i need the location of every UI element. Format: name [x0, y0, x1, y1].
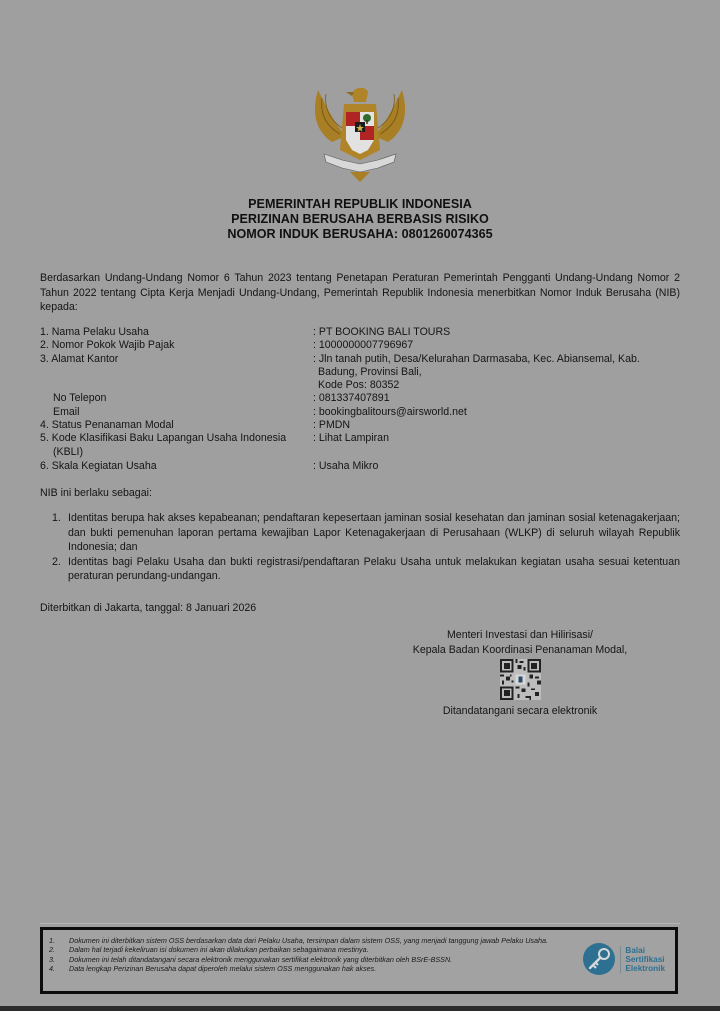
- qr-code-icon: [500, 659, 541, 700]
- bsre-logo-line-1: Balai: [625, 945, 645, 955]
- heading-government: PEMERINTAH REPUBLIK INDONESIA: [248, 197, 472, 211]
- footer-note: [49, 964, 569, 973]
- field-label-telepon: No Telepon: [53, 392, 107, 405]
- field-row-alamat: [40, 353, 700, 393]
- nib-validity-title: NIB ini berlaku sebagai:: [40, 487, 152, 499]
- footer-note: [49, 945, 569, 954]
- document-heading: [0, 197, 720, 242]
- field-row-telepon: [40, 392, 700, 405]
- electronic-signature-note: Ditandatangani secara elektronik: [442, 705, 598, 718]
- field-label-email: Email: [53, 405, 80, 418]
- field-row-nama: [40, 326, 700, 339]
- field-label-kbli: [40, 432, 313, 459]
- footer-note: [49, 955, 569, 964]
- nib-validity-item: [52, 511, 680, 555]
- footer-note: [49, 936, 569, 945]
- bsre-logo-line-3: Elektronik: [625, 963, 665, 973]
- field-row-email: [40, 406, 700, 419]
- footer-note-text: Dokumen ini diterbitkan sistem OSS berdasarkan data dari Pelaku Usaha, tersimpan dalam sistem OSS, yang menjadi tanggung jawab Pelaku Usaha.: [69, 936, 549, 945]
- kbli-label-line-2: (KBLI): [53, 445, 84, 458]
- intro-paragraph: Berdasarkan Undang-Undang Nomor 6 Tahun 2023 tentang Penetapan Peraturan Pemerintah Pengganti Undang-Undang Nomor 2 Tahun 2022 tentang Cipta Kerja Menjadi Undang-Undang, Pemerintah Republik Indonesia menerbitkan Nomor Induk Berusaha (NIB) kepada:: [40, 272, 680, 314]
- heading-nib-number: NOMOR INDUK BERUSAHA: 0801260074365: [227, 227, 493, 241]
- bsre-logo-text: [620, 946, 665, 973]
- nib-item-text: Identitas berupa hak akses kepabeanan; pendaftaran kepesertaan jaminan sosial kesehatan dan jaminan sosial ketenagakerjaan; dan bukti pemenuhan laporan pertama kewajiban Lapor Ketenagakerjaan di Perusahaan (WLKP) di seluruh wilayah Republik Indonesia; dan: [68, 512, 680, 554]
- field-value-status: : PMDN: [313, 419, 351, 432]
- field-label-nama: 1. Nama Pelaku Usaha: [40, 326, 149, 338]
- field-row-npwp: [40, 339, 700, 352]
- footer-note-number: 2.: [49, 945, 55, 955]
- field-value-skala: : Usaha Mikro: [313, 459, 379, 472]
- issued-place-date: Diterbitkan di Jakarta, tanggal: 8 Januari 2026: [40, 602, 257, 614]
- field-value-kbli: : Lihat Lampiran: [313, 432, 389, 445]
- business-fields: [40, 326, 700, 473]
- heading-licensing: PERIZINAN BERUSAHA BERBASIS RISIKO: [231, 212, 489, 226]
- field-row-kbli: [40, 432, 700, 459]
- field-value-nama: : PT BOOKING BALI TOURS: [313, 326, 451, 338]
- field-label-status: 4. Status Penanaman Modal: [40, 419, 174, 432]
- footer-note-text: Dokumen ini telah ditandatangani secara elektronik menggunakan sertifikat elektronik yang diterbitkan oleh BSrE-BSSN.: [69, 954, 453, 964]
- nib-item-number: 2.: [52, 555, 61, 568]
- garuda-emblem-icon: [310, 80, 410, 184]
- bottom-edge-bar: [0, 1006, 720, 1011]
- nib-validity-list: [52, 511, 680, 584]
- alamat-line-3: Kode Pos: 80352: [318, 379, 400, 392]
- field-value-npwp: : 1000000007796967: [313, 339, 414, 352]
- footer-note-number: 1.: [49, 936, 55, 945]
- field-label-alamat: 3. Alamat Kantor: [40, 352, 119, 365]
- field-row-status: [40, 419, 700, 432]
- footer-note-text: Dalam hal terjadi kekeliruan isi dokumen ini akan dilakukan perbaikan sebagaimana mestinya.: [69, 945, 369, 955]
- alamat-line-1: : Jln tanah putih, Desa/Kelurahan Darmasaba, Kec. Abiansemal, Kab.: [313, 352, 640, 365]
- footer-note-number: 4.: [49, 963, 55, 973]
- footer-note-number: 3.: [49, 954, 55, 964]
- nib-validity-item: [52, 555, 680, 584]
- field-value-telepon: : 081337407891: [313, 392, 390, 405]
- field-value-email: : bookingbalitours@airsworld.net: [313, 405, 467, 418]
- kbli-label-line-1: 5. Kode Klasifikasi Baku Lapangan Usaha Indonesia: [40, 432, 287, 445]
- alamat-line-2: Badung, Provinsi Bali,: [318, 365, 422, 378]
- key-seal-icon: [582, 942, 616, 976]
- field-row-skala: [40, 460, 700, 473]
- signatory-title-1: Menteri Investasi dan Hilirisasi/: [446, 629, 593, 641]
- signatory-title-2: Kepala Badan Koordinasi Penanaman Modal,: [412, 643, 628, 656]
- field-label-skala: 6. Skala Kegiatan Usaha: [40, 459, 157, 472]
- footer-disclaimer-box: [40, 927, 678, 994]
- bsre-logo: [582, 942, 665, 976]
- footer-note-text: Data lengkap Perizinan Berusaha dapat diperoleh melalui sistem OSS menggunakan hak akses.: [69, 963, 377, 973]
- field-label-npwp: 2. Nomor Pokok Wajib Pajak: [40, 339, 175, 352]
- footer-divider: [40, 923, 680, 924]
- footer-notes: [49, 936, 569, 973]
- nib-item-number: 1.: [52, 512, 61, 524]
- field-value-alamat: [313, 353, 700, 393]
- bsre-logo-line-2: Sertifikasi: [625, 954, 665, 964]
- nib-item-text: Identitas bagi Pelaku Usaha dan bukti registrasi/pendaftaran Pelaku Usaha untuk melakukan kegiatan usaha sesuai ketentuan peraturan perundang-undangan.: [68, 555, 680, 583]
- signature-block: [400, 628, 640, 719]
